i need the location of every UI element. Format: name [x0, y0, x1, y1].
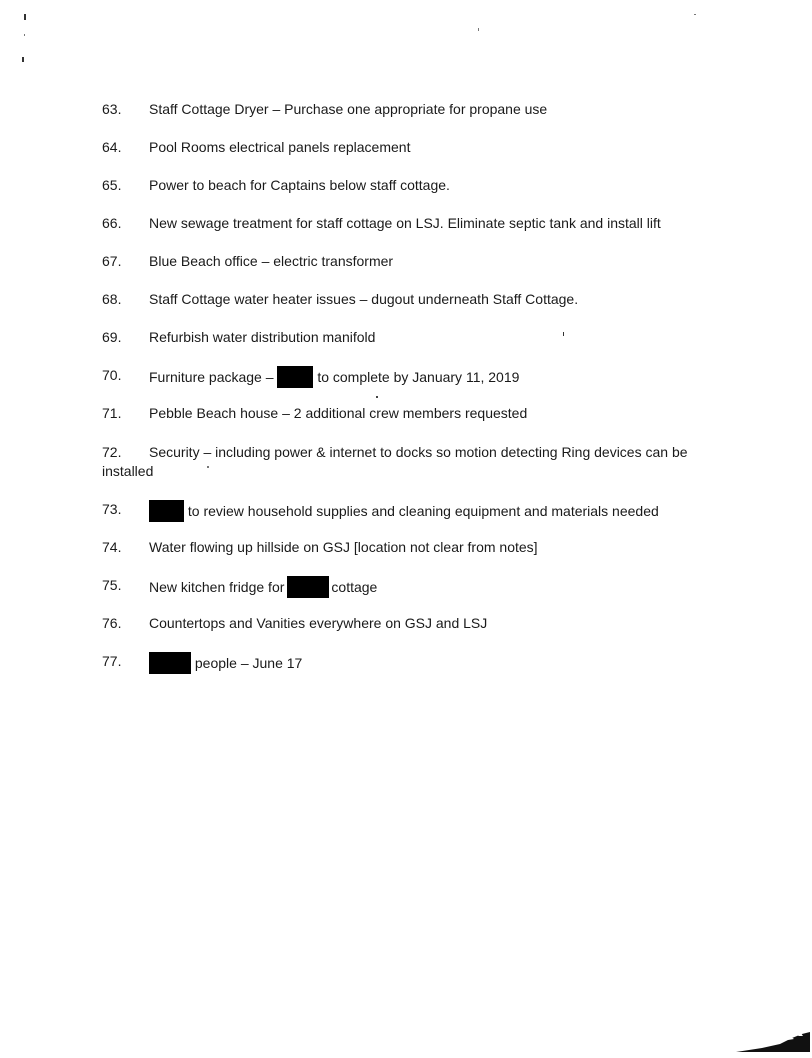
- scan-speck: [22, 57, 24, 62]
- scan-speck: [694, 14, 696, 15]
- redaction-box: [287, 576, 329, 598]
- redaction-box: [149, 652, 191, 674]
- item-text: Countertops and Vanities everywhere on GSJ and LSJ: [149, 615, 488, 631]
- item-text-before: Furniture package –: [149, 369, 274, 385]
- item-text-after: to complete by January 11, 2019: [317, 369, 520, 385]
- item-text-after: cottage: [331, 579, 378, 595]
- item-number: 71.: [102, 405, 122, 421]
- item-text: [149, 652, 302, 674]
- scan-speck: [24, 34, 25, 36]
- item-text-line2: installed: [102, 463, 154, 479]
- item-text: Staff Cottage water heater issues – dugout underneath Staff Cottage.: [149, 291, 579, 307]
- item-number: 67.: [102, 253, 122, 269]
- item-number: 63.: [102, 101, 122, 117]
- item-number: 66.: [102, 215, 122, 231]
- scan-speck: [376, 396, 378, 398]
- item-text: New sewage treatment for staff cottage on LSJ. Eliminate septic tank and install lift: [149, 215, 661, 231]
- item-text: Water flowing up hillside on GSJ [location not clear from notes]: [149, 539, 538, 555]
- item-text: [149, 366, 519, 388]
- item-text: [149, 500, 659, 522]
- item-number: 70.: [102, 367, 122, 383]
- item-text-before: New kitchen fridge for: [149, 579, 285, 595]
- item-text: Refurbish water distribution manifold: [149, 329, 376, 345]
- item-number: 72.: [102, 444, 122, 460]
- item-number: 69.: [102, 329, 122, 345]
- item-number: 74.: [102, 539, 122, 555]
- item-text: Power to beach for Captains below staff cottage.: [149, 177, 450, 193]
- item-text: Pool Rooms electrical panels replacement: [149, 139, 411, 155]
- scan-speck: [563, 332, 564, 336]
- item-number: 68.: [102, 291, 122, 307]
- item-number: 76.: [102, 615, 122, 631]
- scan-speck: [24, 14, 26, 20]
- item-number: 73.: [102, 501, 122, 517]
- scan-speck: [207, 466, 209, 468]
- redaction-box: [277, 366, 313, 388]
- item-number: 64.: [102, 139, 122, 155]
- item-text-after: to review household supplies and cleaning equipment and materials needed: [187, 503, 659, 519]
- redaction-box: [149, 500, 184, 522]
- item-text: Pebble Beach house – 2 additional crew members requested: [149, 405, 528, 421]
- item-text-after: people – June 17: [194, 655, 303, 671]
- item-number: 75.: [102, 577, 122, 593]
- scan-edge-mark: [732, 1030, 812, 1054]
- item-number: 65.: [102, 177, 122, 193]
- item-text-line1: Security – including power & internet to docks so motion detecting Ring devices can be: [149, 444, 688, 460]
- item-number: 77.: [102, 653, 122, 669]
- item-text: [149, 576, 377, 598]
- item-text: Staff Cottage Dryer – Purchase one appropriate for propane use: [149, 101, 548, 117]
- item-text: Blue Beach office – electric transformer: [149, 253, 394, 269]
- scan-speck: [478, 28, 479, 31]
